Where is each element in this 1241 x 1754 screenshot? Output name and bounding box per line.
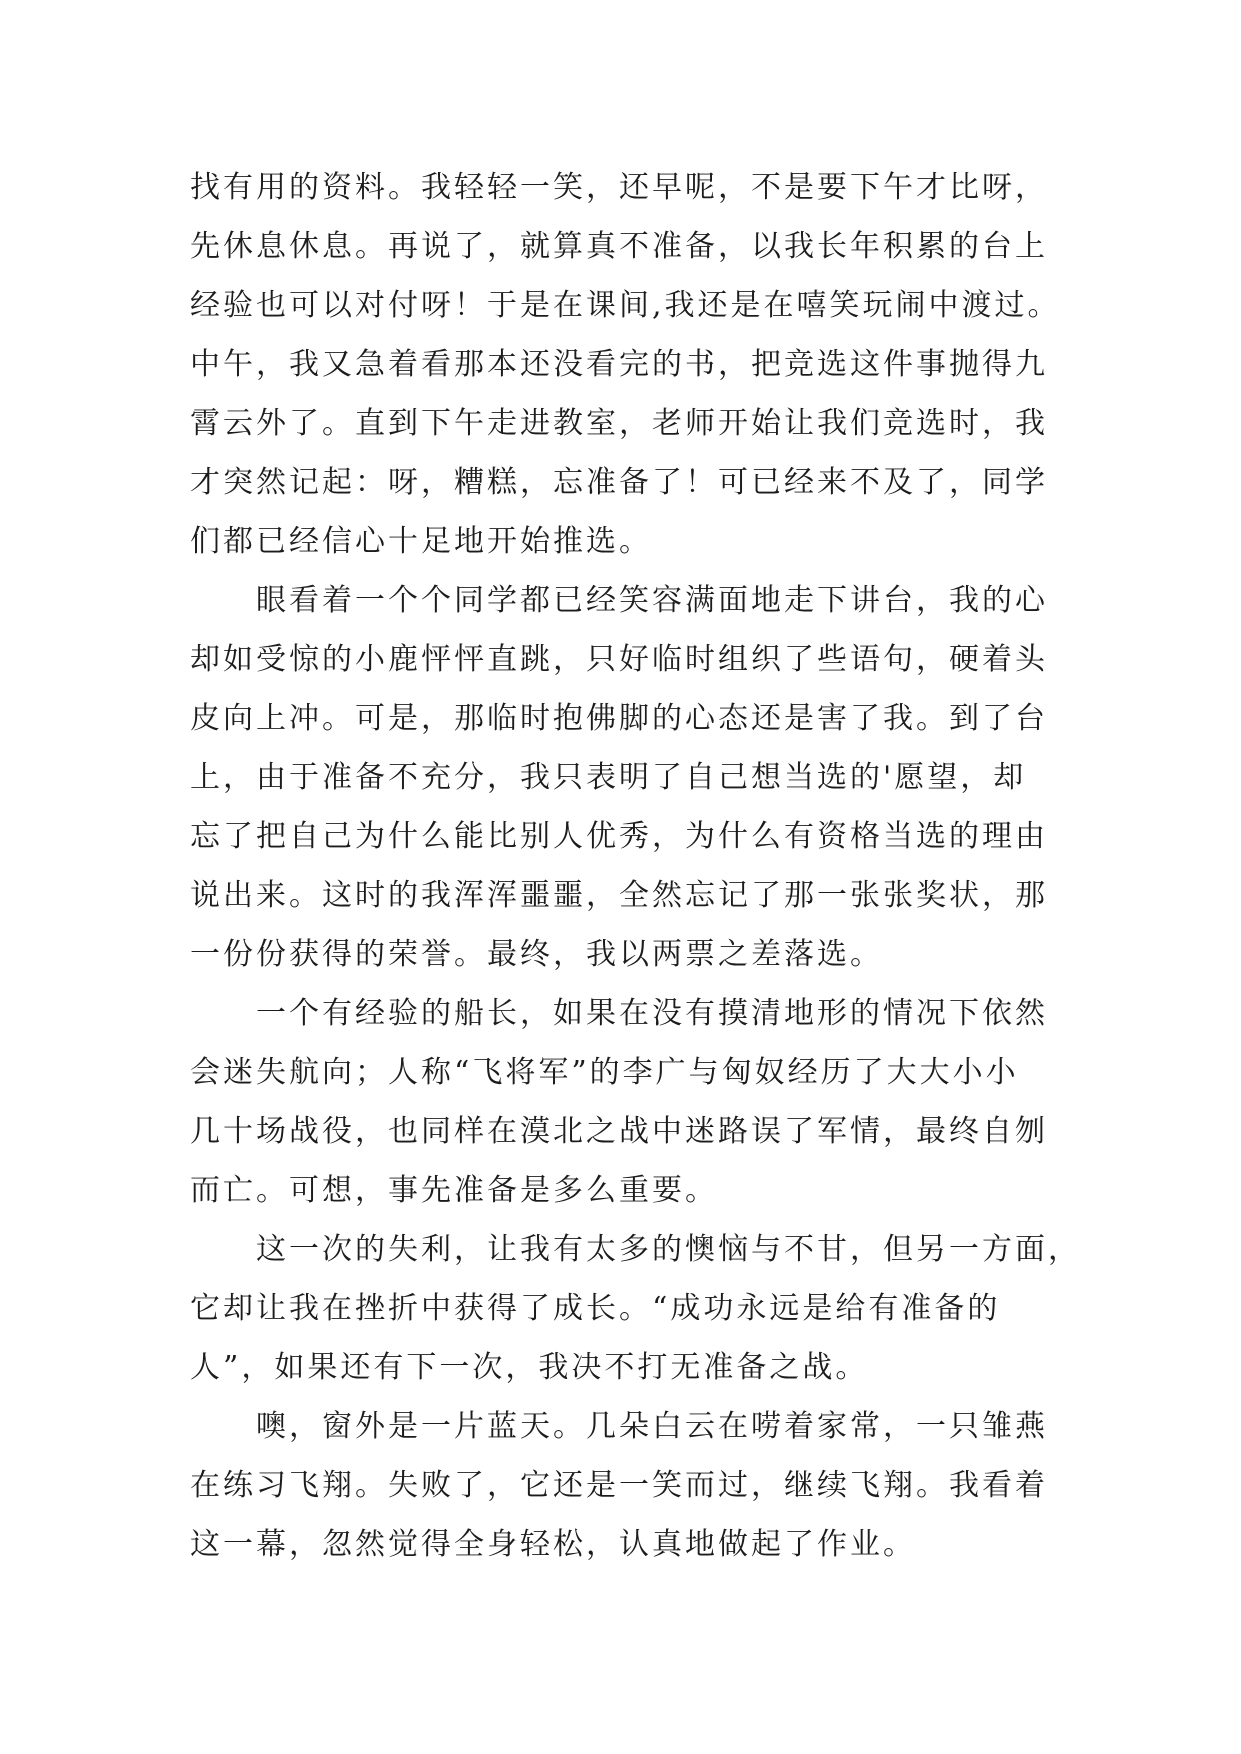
text-line: 说出来。这时的我浑浑噩噩，全然忘记了那一张张奖状，那 <box>190 878 1048 913</box>
text-line: 经验也可以对付呀！于是在课间,我还是在嘻笑玩闹中渡过。 <box>190 288 1061 323</box>
text-line: 它却让我在挫折中获得了成长。“成功永远是给有准备的 <box>190 1291 1001 1326</box>
text-line: 找有用的资料。我轻轻一笑，还早呢，不是要下午才比呀， <box>190 170 1048 205</box>
paragraph-5 <box>190 1397 1090 1574</box>
text-line: 们都已经信心十足地开始推选。 <box>190 524 652 559</box>
text-line: 霄云外了。直到下午走进教室，老师开始让我们竞选时，我 <box>190 406 1048 441</box>
paragraph-2 <box>190 571 1090 984</box>
text-line: 会迷失航向；人称“飞将军”的李广与匈奴经历了大大小小 <box>190 1055 1019 1090</box>
paragraph-4 <box>190 1220 1090 1397</box>
text-line: 这一幕，忽然觉得全身轻松，认真地做起了作业。 <box>190 1527 916 1562</box>
text-line-indented: 一个有经验的船长，如果在没有摸清地形的情况下依然 <box>256 996 1048 1031</box>
text-line: 忘了把自己为什么能比别人优秀，为什么有资格当选的理由 <box>190 819 1048 854</box>
text-line: 在练习飞翔。失败了，它还是一笑而过，继续飞翔。我看着 <box>190 1468 1048 1503</box>
text-line: 却如受惊的小鹿怦怦直跳，只好临时组织了些语句，硬着头 <box>190 642 1048 677</box>
essay-body <box>190 158 1090 1574</box>
paragraph-3 <box>190 984 1090 1220</box>
text-line: 中午，我又急着看那本还没看完的书，把竞选这件事抛得九 <box>190 347 1048 382</box>
text-line: 上，由于准备不充分，我只表明了自己想当选的'愿望，却 <box>190 760 1027 795</box>
text-line: 才突然记起：呀，糟糕，忘准备了！可已经来不及了，同学 <box>190 465 1048 500</box>
text-line-indented: 这一次的失利，让我有太多的懊恼与不甘，但另一方面， <box>256 1232 1081 1267</box>
text-line: 先休息休息。再说了，就算真不准备，以我长年积累的台上 <box>190 229 1048 264</box>
text-line: 皮向上冲。可是，那临时抱佛脚的心态还是害了我。到了台 <box>190 701 1048 736</box>
paragraph-1 <box>190 158 1090 571</box>
text-line: 一份份获得的荣誉。最终，我以两票之差落选。 <box>190 937 883 972</box>
text-line-indented: 噢，窗外是一片蓝天。几朵白云在唠着家常，一只雏燕 <box>256 1409 1048 1444</box>
text-line: 而亡。可想，事先准备是多么重要。 <box>190 1173 718 1208</box>
text-line: 人”，如果还有下一次，我决不打无准备之战。 <box>190 1350 869 1385</box>
text-line: 几十场战役，也同样在漠北之战中迷路误了军情，最终自刎 <box>190 1114 1048 1149</box>
text-line-indented: 眼看着一个个同学都已经笑容满面地走下讲台，我的心 <box>256 583 1048 618</box>
